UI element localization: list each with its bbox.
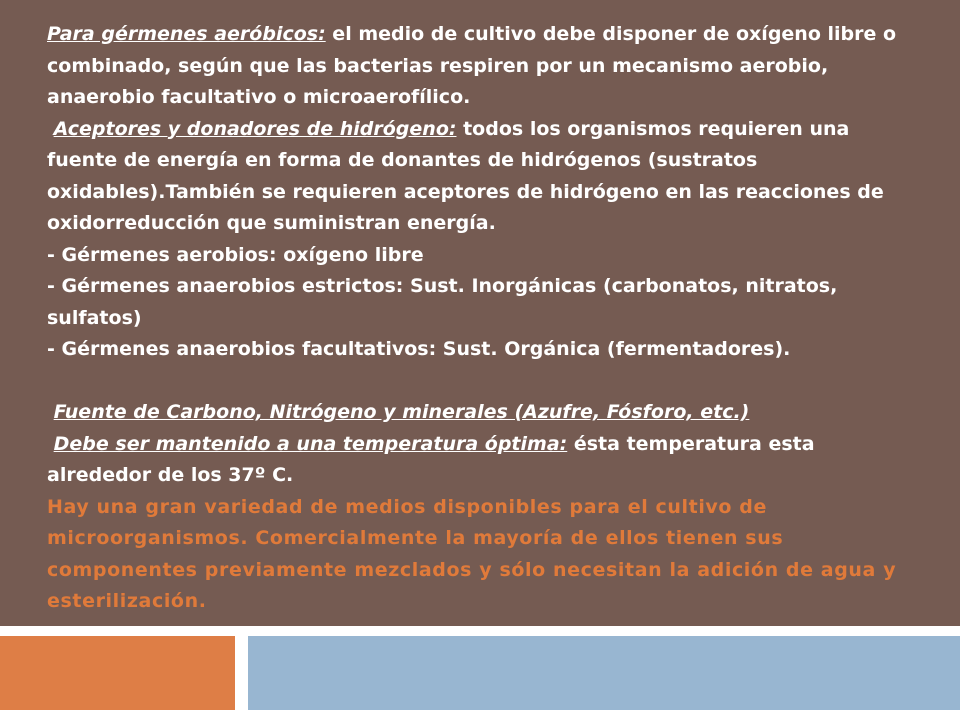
list-item-aerobic: - Gérmenes aerobios: oxígeno libre	[47, 243, 424, 266]
slide-body-text	[47, 19, 920, 618]
footer-orange-block	[0, 636, 235, 710]
hydrogen-text: todos los organismos requieren una fuente de energía en forma de donantes de hidrógenos (sustratos oxidables).También se requieren aceptores de hidrógeno en las reacciones de oxidorreducción que suministran energía.	[47, 117, 884, 234]
hydrogen-heading: Aceptores y donadores de hidrógeno:	[53, 117, 457, 140]
footer-blue-block	[248, 636, 960, 710]
temperature-paragraph	[47, 429, 920, 492]
temperature-heading: Debe ser mantenido a una temperatura óptima:	[53, 432, 568, 455]
list-item-strict-anaerobic: - Gérmenes anaerobios estrictos: Sust. Inorgánicas (carbonatos, nitratos, sulfatos)	[47, 275, 838, 329]
highlight-paragraph: Hay una gran variedad de medios disponibles para el cultivo de microorganismos. Comercialmente la mayoría de ellos tienen sus componentes previamente mezclados y sólo necesitan la adición de agua y esterilización.	[47, 495, 897, 612]
aerobic-paragraph	[47, 19, 920, 114]
list-item-facultative-anaerobic: - Gérmenes anaerobios facultativos: Sust. Orgánica (fermentadores).	[47, 338, 791, 360]
aerobic-text: el medio de cultivo debe disponer de oxígeno libre o combinado, según que las bacterias respiren por un mecanismo aerobio, anaerobio facultativo o microaerofílico.	[47, 23, 897, 108]
carbon-heading: Fuente de Carbono, Nitrógeno y minerales (Azufre, Fósforo, etc.)	[53, 401, 750, 423]
blank-line	[47, 366, 920, 398]
aerobic-heading: Para gérmenes aeróbicos:	[47, 23, 326, 45]
hydrogen-paragraph	[47, 114, 920, 240]
carbon-paragraph	[47, 397, 920, 429]
temperature-text: ésta temperatura esta alrededor de los 37º C.	[47, 432, 815, 486]
